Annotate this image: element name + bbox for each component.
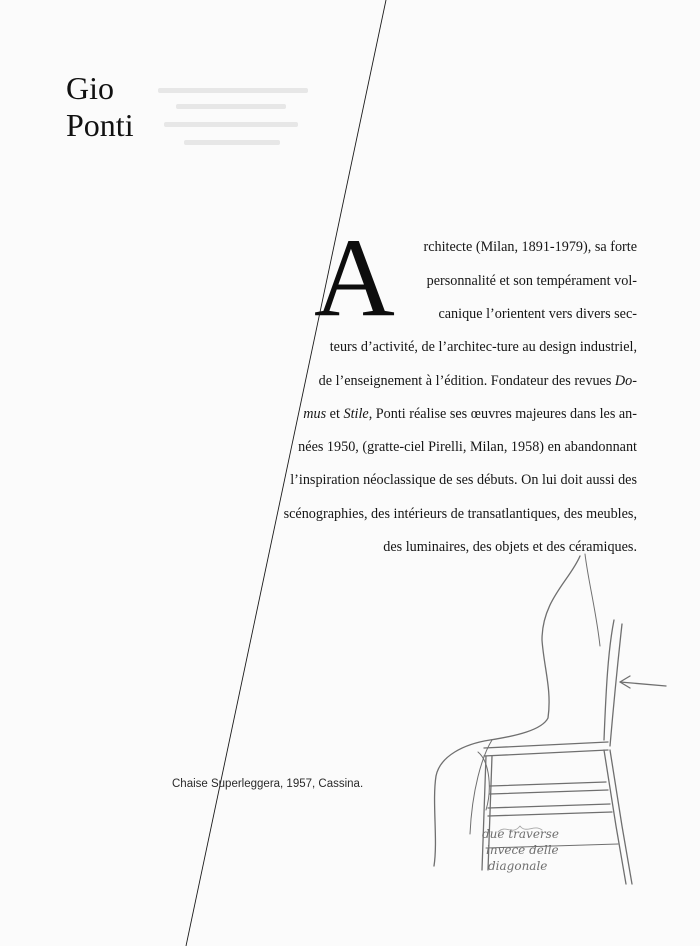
body-line-8: l’inspiration néoclassique de ses débuts. On lui doit aussi des [290,472,637,488]
body-line-5 [319,372,637,390]
title-last-name: Ponti [66,107,134,143]
sketch-note-line-2: invece delle [486,843,559,857]
sketch-note-line-3: diagonale [488,859,548,873]
body-text-run: et [326,406,344,422]
drop-cap: A [314,216,395,340]
sketch-note-line-1: due traverse [482,827,559,841]
journal-name-domus: Do- [614,373,637,389]
body-line-3: canique l’orientent vers divers sec- [438,306,637,322]
body-line-9: scénographies, des intérieurs de transatlantiques, des meubles, [283,506,637,522]
title-first-name: Gio [66,70,114,106]
chair-sketch [420,550,680,890]
body-text-run: de l’enseignement à l’édition. Fondateur des revues [318,373,615,389]
journal-name-stile: Stile [343,406,369,422]
body-line-6 [303,405,637,423]
body-line-1: rchitecte (Milan, 1891-1979), sa forte [423,239,637,255]
body-line-4: teurs d’activité, de l’architec-ture au design industriel, [329,339,637,355]
journal-name-domus-end: mus [303,406,327,422]
show-through-text [158,82,328,156]
body-line-10: des luminaires, des objets et des céramiques. [383,539,637,555]
body-text-run: , Ponti réalise ses œuvres majeures dans les an- [368,406,637,422]
body-line-7: nées 1950, (gratte-ciel Pirelli, Milan, 1958) en abandonnant [298,439,637,455]
body-line-2: personnalité et son tempérament vol- [426,273,637,289]
figure-caption: Chaise Superleggera, 1957, Cassina. [172,778,364,790]
page-title [66,70,134,144]
